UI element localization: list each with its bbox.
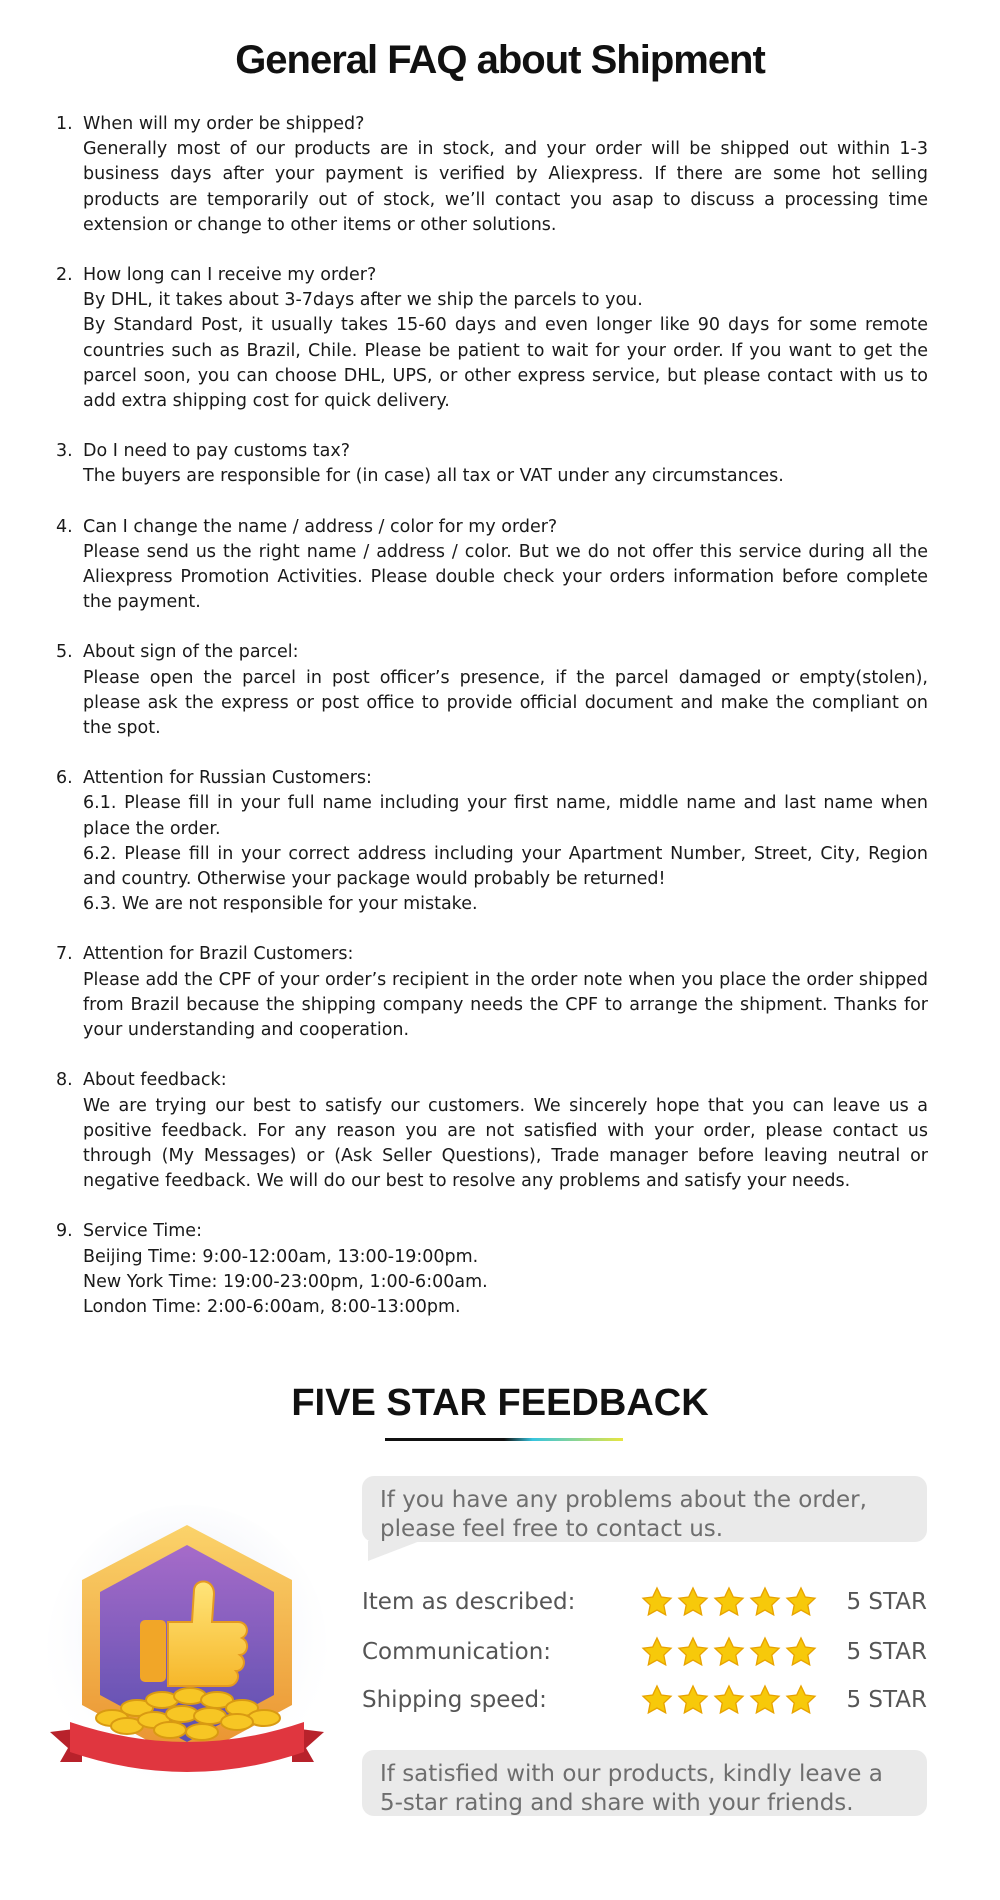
faq-number: 6. (56, 768, 73, 789)
faq-item (56, 942, 928, 1043)
faq-number: 7. (56, 944, 73, 965)
rating-row (362, 1582, 927, 1622)
faq-question: About sign of the parcel: (83, 642, 299, 663)
faq-answer: By DHL, it takes about 3-7days after we ship the parcels to you. (83, 290, 643, 311)
star-icon (677, 1586, 709, 1618)
faq-answer: 6.3. We are not responsible for your mistake. (83, 894, 478, 915)
faq-answer: London Time: 2:00-6:00am, 8:00-13:00pm. (83, 1296, 461, 1317)
star-icon (713, 1586, 745, 1618)
faq-item (56, 112, 928, 238)
five-star-feedback-title: FIVE STAR FEEDBACK (291, 1382, 709, 1424)
faq-answer: Please send us the right name / address / color. But we do not offer this service during all the Aliexpress Promotion Activities. Please double check your orders information before complete the payment. (83, 541, 928, 613)
faq-item (56, 766, 928, 917)
star-icon (641, 1636, 673, 1668)
rating-label: Shipping speed: (362, 1687, 547, 1713)
faq-number: 4. (56, 516, 73, 537)
faq-question: Can I change the name / address / color for my order? (83, 516, 558, 537)
thumbs-up-badge-icon (42, 1500, 332, 1800)
faq-answer: New York Time: 19:00-23:00pm, 1:00-6:00am. (83, 1271, 488, 1292)
contact-message-bubble: If you have any problems about the order, please feel free to contact us. (362, 1476, 927, 1542)
star-icon (749, 1636, 781, 1668)
faq-body (83, 439, 928, 489)
faq-number: 3. (56, 441, 73, 462)
faq-question: Attention for Brazil Customers: (83, 944, 354, 965)
star-icon (641, 1684, 673, 1716)
rating-stars (641, 1636, 830, 1668)
faq-item (56, 515, 928, 616)
faq-item (56, 1219, 928, 1320)
faq-answer: We are trying our best to satisfy our customers. We sincerely hope that you can leave us a positive feedback. For any reason you are not satisfied with your order, please contact us through (My Messages) or (Ask Seller Questions), Trade manager before leaving neutral or negative feedback. We will do our best to resolve any problems and satisfy your needs. (83, 1095, 928, 1192)
faq-body (83, 766, 928, 917)
star-icon (785, 1684, 817, 1716)
faq-body (83, 112, 928, 238)
faq-item (56, 263, 928, 414)
faq-body (83, 515, 928, 616)
star-icon (677, 1684, 709, 1716)
star-icon (785, 1586, 817, 1618)
faq-question: Service Time: (83, 1221, 202, 1242)
rating-label: Item as described: (362, 1589, 576, 1615)
faq-answer: By Standard Post, it usually takes 15-60 days and even longer like 90 days for some remote countries such as Brazil, Chile. Please be patient to wait for your order. If you want to get the parcel soon, you can choose DHL, UPS, or other express service, but please contact with us to add extra shipping cost for quick delivery. (83, 315, 928, 412)
star-icon (713, 1636, 745, 1668)
star-icon (641, 1586, 673, 1618)
faq-question: When will my order be shipped? (83, 114, 365, 134)
faq-answer: Generally most of our products are in stock, and your order will be shipped out within 1-3 business days after your payment is verified by Aliexpress. If there are some hot selling products are temporarily out of stock, we’ll contact you asap to discuss a processing time extension or change to other items or other solutions. (83, 139, 928, 235)
page-title: General FAQ about Shipment (235, 38, 765, 82)
rating-request-bubble: If satisfied with our products, kindly leave a 5-star rating and share with your friends. (362, 1750, 927, 1816)
star-icon (677, 1636, 709, 1668)
faq-body (83, 640, 928, 741)
faq-answer: The buyers are responsible for (in case) all tax or VAT under any circumstances. (83, 466, 784, 487)
faq-question: About feedback: (83, 1070, 227, 1091)
faq-number: 2. (56, 265, 73, 286)
faq-list (56, 112, 928, 1345)
faq-question: How long can I receive my order? (83, 265, 377, 286)
rating-row (362, 1680, 927, 1720)
star-icon (713, 1684, 745, 1716)
rating-value: 5 STAR (846, 1687, 927, 1713)
faq-answer: Beijing Time: 9:00-12:00am, 13:00-19:00pm. (83, 1246, 479, 1267)
rating-row (362, 1632, 927, 1672)
faq-answer: Please open the parcel in post officer’s presence, if the parcel damaged or empty(stolen), please ask the express or post office to provide official document and make the compliant on the spot. (83, 667, 928, 739)
faq-question: Attention for Russian Customers: (83, 768, 372, 789)
faq-body (83, 263, 928, 414)
faq-item (56, 640, 928, 741)
faq-body (83, 1219, 928, 1320)
faq-item (56, 1068, 928, 1194)
bubble-tail (368, 1541, 420, 1561)
rating-label: Communication: (362, 1639, 552, 1665)
star-icon (749, 1586, 781, 1618)
star-icon (749, 1684, 781, 1716)
faq-answer: Please add the CPF of your order’s recipient in the order note when you place the order shipped from Brazil because the shipping company needs the CPF to arrange the shipment. Thanks for your understanding and cooperation. (83, 969, 928, 1041)
rating-value: 5 STAR (846, 1639, 927, 1665)
faq-answer: 6.1. Please fill in your full name including your first name, middle name and last name when place the order. (83, 793, 928, 839)
rating-stars (641, 1586, 830, 1618)
faq-body (83, 942, 928, 1043)
faq-number: 5. (56, 642, 73, 663)
faq-question: Do I need to pay customs tax? (83, 441, 351, 462)
rating-value: 5 STAR (846, 1589, 927, 1615)
faq-body (83, 1068, 928, 1194)
faq-number: 1. (56, 114, 73, 134)
faq-number: 8. (56, 1070, 73, 1091)
faq-answer: 6.2. Please fill in your correct address including your Apartment Number, Street, City, Region and country. Otherwise your package would probably be returned! (83, 843, 928, 890)
rating-stars (641, 1684, 830, 1716)
faq-item (56, 439, 928, 489)
title-underline (385, 1438, 623, 1441)
faq-number: 9. (56, 1221, 73, 1242)
star-icon (785, 1636, 817, 1668)
